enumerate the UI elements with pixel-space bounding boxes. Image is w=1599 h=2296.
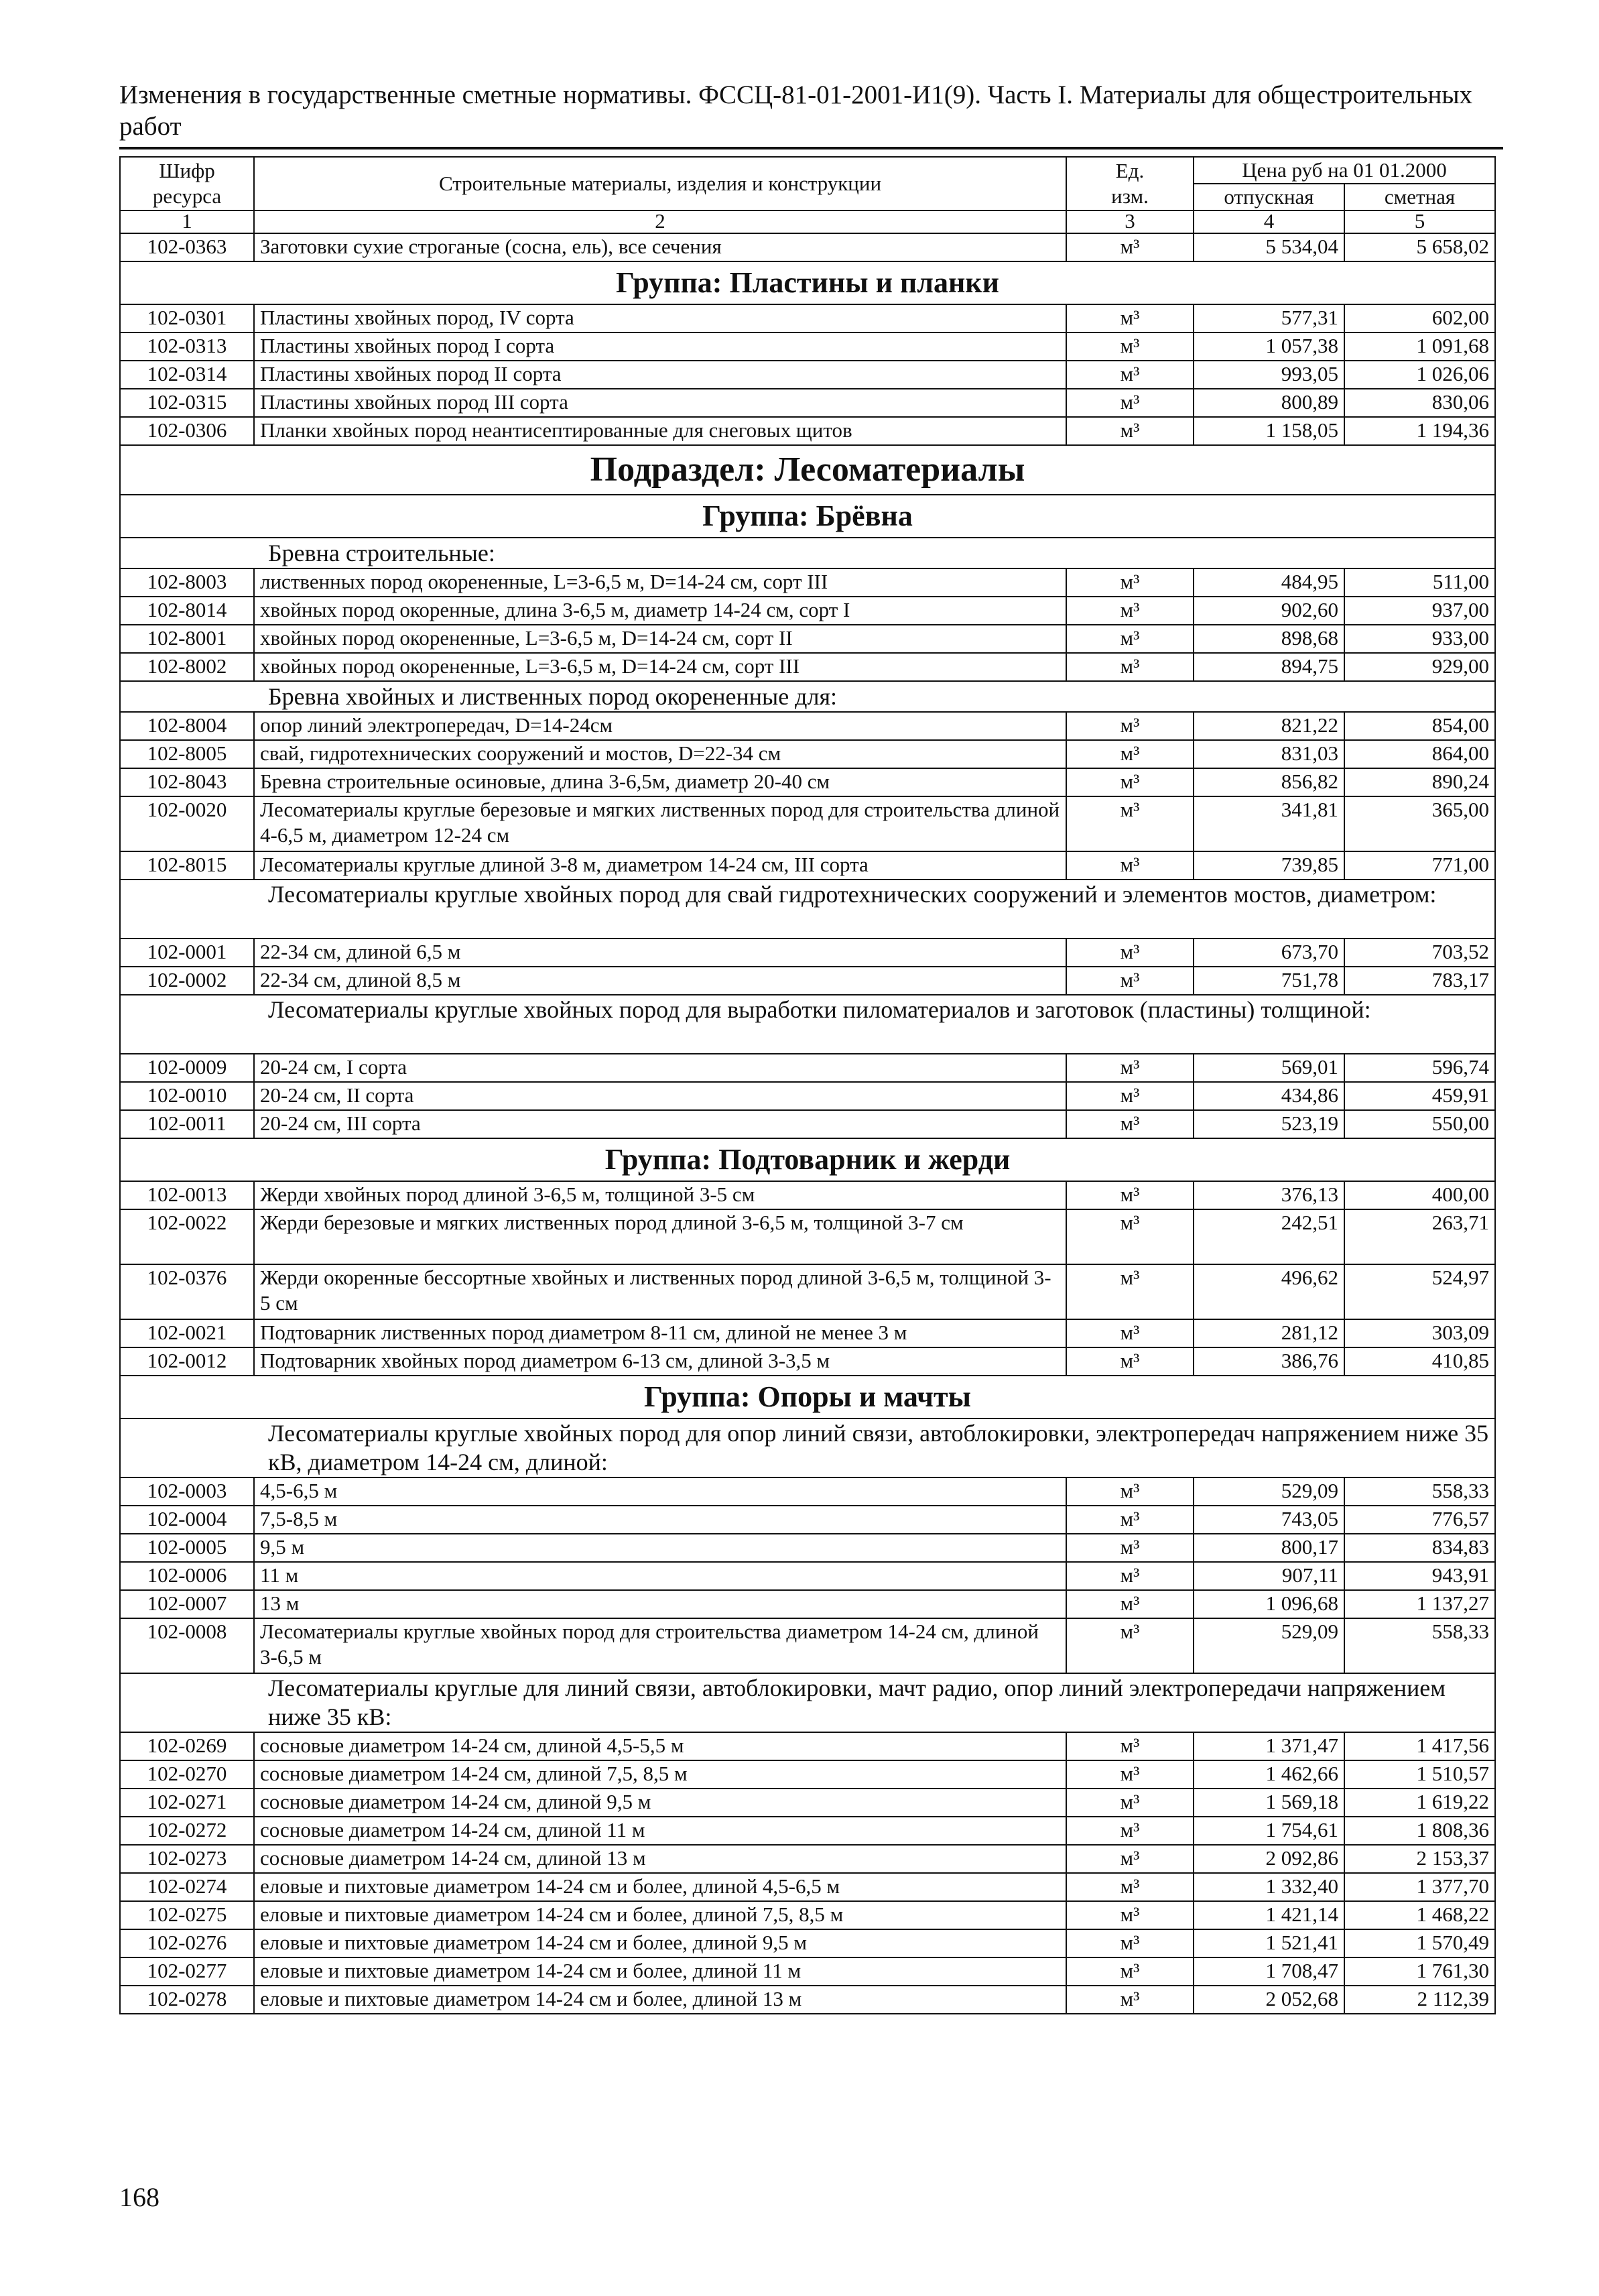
table-row: 102-0010 20-24 см, II сорта м³ 434,86 459,91 bbox=[120, 1082, 1495, 1110]
table-row: 102-0273 сосновые диаметром 14-24 см, длиной 13 м м³ 2 092,86 2 153,37 bbox=[120, 1845, 1495, 1873]
column-header-price: Цена руб на 01 01.2000 bbox=[1194, 157, 1495, 184]
column-header-name: Строительные материалы, изделия и конструкции bbox=[254, 157, 1066, 210]
table-row: 102-0011 20-24 см, III сорта м³ 523,19 550,00 bbox=[120, 1110, 1495, 1138]
column-header-release: отпускная bbox=[1194, 184, 1344, 210]
table-row: 102-8005 свай, гидротехнических сооружений и мостов, D=22-34 см м³ 831,03 864,00 bbox=[120, 740, 1495, 768]
table-row: 102-0278 еловые и пихтовые диаметром 14-24 см и более, длиной 13 м м³ 2 052,68 2 112,39 bbox=[120, 1986, 1495, 2014]
materials-table bbox=[119, 156, 1496, 2014]
table-header-row bbox=[120, 157, 1495, 184]
header-rule bbox=[119, 147, 1503, 149]
group-heading-plates: Группа: Пластины и планки bbox=[120, 261, 1495, 304]
table-row: 102-8043 Бревна строительные осиновые, длина 3-6,5м, диаметр 20-40 см м³ 856,82 890,24 bbox=[120, 768, 1495, 796]
column-number-row: 1 2 3 4 5 bbox=[120, 210, 1495, 233]
table-row: 102-0008 Лесоматериалы круглые хвойных пород для строительства диаметром 14-24 см, длиной 3-6,5 м м³ 529,09 558,33 bbox=[120, 1618, 1495, 1673]
column-header-estimate: сметная bbox=[1344, 184, 1495, 210]
table-row: 102-0272 сосновые диаметром 14-24 см, длиной 11 м м³ 1 754,61 1 808,36 bbox=[120, 1817, 1495, 1845]
table-row: 102-0270 сосновые диаметром 14-24 см, длиной 7,5, 8,5 м м³ 1 462,66 1 510,57 bbox=[120, 1760, 1495, 1789]
subgroup-intro: Бревна хвойных и лиственных пород окорененные для: bbox=[120, 681, 1495, 712]
table-row: 102-0363 Заготовки сухие строганые (сосна, ель), все сечения м³ 5 534,04 5 658,02 bbox=[120, 233, 1495, 261]
table-row: 102-0012 Подтоварник хвойных пород диаметром 6-13 см, длиной 3-3,5 м м³ 386,76 410,85 bbox=[120, 1347, 1495, 1376]
subgroup-intro: Лесоматериалы круглые для линий связи, автоблокировки, мачт радио, опор линий электропередачи напряжением ниже 35 кВ: bbox=[120, 1673, 1495, 1732]
table-row: 102-0007 13 м м³ 1 096,68 1 137,27 bbox=[120, 1590, 1495, 1618]
subgroup-intro: Лесоматериалы круглые хвойных пород для свай гидротехнических сооружений и элементов мостов, диаметром: bbox=[120, 880, 1495, 939]
table-row: 102-8002 хвойных пород окорененные, L=3-6,5 м, D=14-24 см, сорт III м³ 894,75 929,00 bbox=[120, 653, 1495, 681]
table-row: 102-0001 22-34 см, длиной 6,5 м м³ 673,70 703,52 bbox=[120, 939, 1495, 967]
table-row: 102-0313 Пластины хвойных пород I сорта м³ 1 057,38 1 091,68 bbox=[120, 333, 1495, 361]
table-row: 102-0277 еловые и пихтовые диаметром 14-24 см и более, длиной 11 м м³ 1 708,47 1 761,30 bbox=[120, 1957, 1495, 1986]
table-row: 102-0022 Жерди березовые и мягких лиственных пород длиной 3-6,5 м, толщиной 3-7 см м³ 242,51 263,71 bbox=[120, 1209, 1495, 1264]
group-heading-logs: Группа: Брёвна bbox=[120, 495, 1495, 538]
column-header-unit: Ед. изм. bbox=[1066, 157, 1194, 210]
table-row: 102-0376 Жерди окоренные бессортные хвойных и лиственных пород длиной 3-6,5 м, толщиной 3-5 см м³ 496,62 524,97 bbox=[120, 1264, 1495, 1319]
table-row: 102-0276 еловые и пихтовые диаметром 14-24 см и более, длиной 9,5 м м³ 1 521,41 1 570,49 bbox=[120, 1929, 1495, 1957]
table-row: 102-0269 сосновые диаметром 14-24 см, длиной 4,5-5,5 м м³ 1 371,47 1 417,56 bbox=[120, 1732, 1495, 1760]
table-row: 102-0003 4,5-6,5 м м³ 529,09 558,33 bbox=[120, 1477, 1495, 1506]
table-row: 102-0274 еловые и пихтовые диаметром 14-24 см и более, длиной 4,5-6,5 м м³ 1 332,40 1 377,70 bbox=[120, 1873, 1495, 1901]
table-row: 102-0315 Пластины хвойных пород III сорта м³ 800,89 830,06 bbox=[120, 389, 1495, 417]
table-row: 102-0009 20-24 см, I сорта м³ 569,01 596,74 bbox=[120, 1054, 1495, 1082]
table-row: 102-8015 Лесоматериалы круглые длиной 3-8 м, диаметром 14-24 см, III сорта м³ 739,85 771,00 bbox=[120, 851, 1495, 880]
table-row: 102-0301 Пластины хвойных пород, IV сорта м³ 577,31 602,00 bbox=[120, 304, 1495, 333]
column-header-code: Шифр ресурса bbox=[120, 157, 254, 210]
table-row: 102-0275 еловые и пихтовые диаметром 14-24 см и более, длиной 7,5, 8,5 м м³ 1 421,14 1 468,22 bbox=[120, 1901, 1495, 1929]
table-row: 102-8001 хвойных пород окорененные, L=3-6,5 м, D=14-24 см, сорт II м³ 898,68 933,00 bbox=[120, 625, 1495, 653]
table-row: 102-0004 7,5-8,5 м м³ 743,05 776,57 bbox=[120, 1506, 1495, 1534]
page-number: 168 bbox=[119, 2182, 159, 2212]
table-row: 102-0002 22-34 см, длиной 8,5 м м³ 751,78 783,17 bbox=[120, 967, 1495, 995]
table-row: 102-0314 Пластины хвойных пород II сорта м³ 993,05 1 026,06 bbox=[120, 361, 1495, 389]
group-heading-masts: Группа: Опоры и мачты bbox=[120, 1376, 1495, 1418]
table-row: 102-0021 Подтоварник лиственных пород диаметром 8-11 см, длиной не менее 3 м м³ 281,12 303,09 bbox=[120, 1319, 1495, 1347]
table-row: 102-0306 Планки хвойных пород неантисептированные для снеговых щитов м³ 1 158,05 1 194,36 bbox=[120, 417, 1495, 445]
page-header: Изменения в государственные сметные нормативы. ФССЦ-81-01-2001-И1(9). Часть I. Материалы для общестроительных работ bbox=[119, 80, 1473, 141]
subsection-heading: Подраздел: Лесоматериалы bbox=[120, 445, 1495, 495]
table-row: 102-0006 11 м м³ 907,11 943,91 bbox=[120, 1562, 1495, 1590]
table-row: 102-0005 9,5 м м³ 800,17 834,83 bbox=[120, 1534, 1495, 1562]
table-row: 102-0271 сосновые диаметром 14-24 см, длиной 9,5 м м³ 1 569,18 1 619,22 bbox=[120, 1789, 1495, 1817]
subgroup-intro: Лесоматериалы круглые хвойных пород для опор линий связи, автоблокировки, электропередач напряжением ниже 35 кВ, диаметром 14-24 см, длиной: bbox=[120, 1418, 1495, 1477]
table-row: 102-8003 лиственных пород окорененные, L=3-6,5 м, D=14-24 см, сорт III м³ 484,95 511,00 bbox=[120, 568, 1495, 597]
table-row: 102-8014 хвойных пород окоренные, длина 3-6,5 м, диаметр 14-24 см, сорт I м³ 902,60 937,00 bbox=[120, 597, 1495, 625]
group-heading-poles: Группа: Подтоварник и жерди bbox=[120, 1138, 1495, 1181]
subgroup-intro: Лесоматериалы круглые хвойных пород для выработки пиломатериалов и заготовок (пластины) толщиной: bbox=[120, 995, 1495, 1054]
table-row: 102-0020 Лесоматериалы круглые березовые и мягких лиственных пород для строительства длиной 4-6,5 м, диаметром 12-24 см м³ 341,81 365,00 bbox=[120, 796, 1495, 851]
table-row: 102-0013 Жерди хвойных пород длиной 3-6,5 м, толщиной 3-5 см м³ 376,13 400,00 bbox=[120, 1181, 1495, 1209]
table-row: 102-8004 опор линий электропередач, D=14-24см м³ 821,22 854,00 bbox=[120, 712, 1495, 740]
subgroup-intro: Бревна строительные: bbox=[120, 538, 1495, 568]
